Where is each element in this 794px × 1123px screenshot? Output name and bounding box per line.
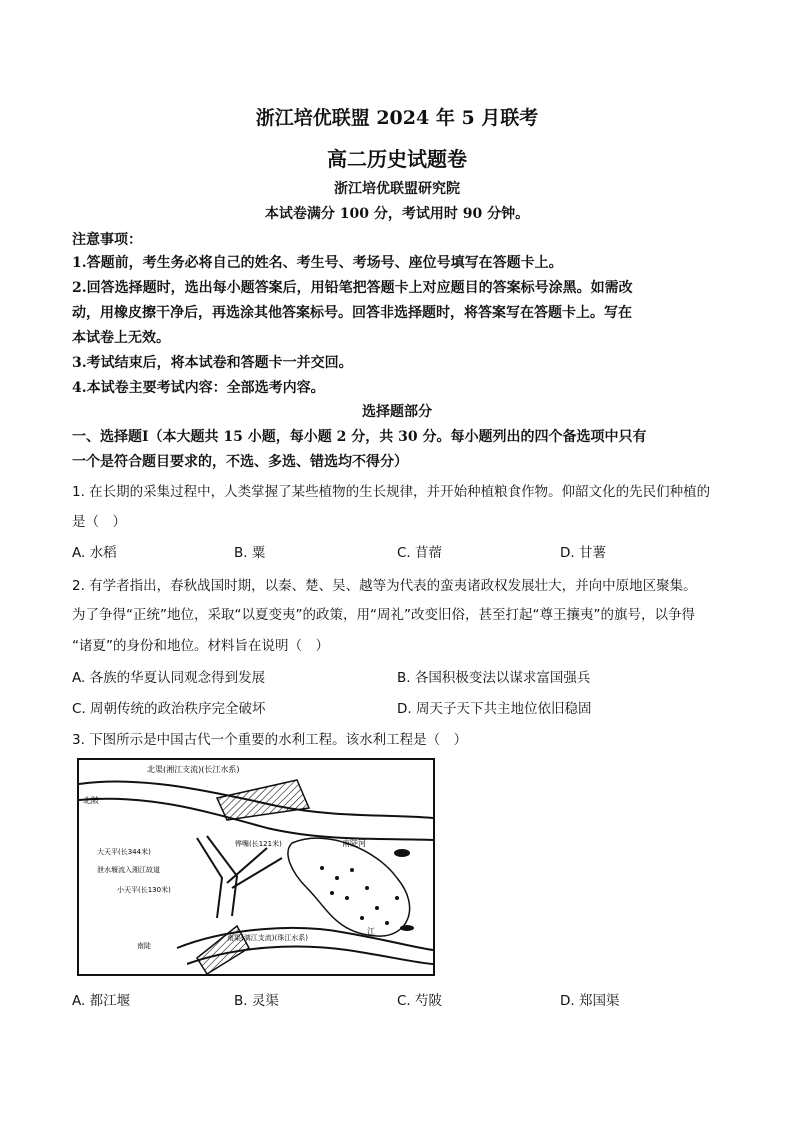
question-2-stem: 2. 有学者指出，春秋战国时期，以秦、楚、吴、越等为代表的蛮夷诸政权发展壮大，并向中原地区聚集。: [72, 578, 697, 594]
note-line: 4.本试卷主要考试内容：全部选考内容。: [72, 380, 325, 396]
question-1-stem: 1. 在长期的采集过程中，人类掌握了某些植物的生长规律，并开始种植粮食作物。仰韶文化的先民们种植的: [72, 484, 711, 500]
q2-option-d[interactable]: D. 周天子天下共主地位依旧稳固: [397, 701, 592, 717]
q3-option-a[interactable]: A. 都江堰: [72, 993, 131, 1009]
question-1-stem: 是（ ）: [72, 514, 126, 530]
q2-option-b[interactable]: B. 各国积极变法以谋求富国强兵: [397, 670, 591, 686]
map-label: 小天平(长130米): [117, 886, 171, 894]
map-label: 南陡: [137, 942, 151, 950]
q1-option-c[interactable]: C. 苜蓿: [397, 545, 443, 561]
q1-option-a[interactable]: A. 水稻: [72, 545, 117, 561]
exam-subtitle: 高二历史试题卷: [327, 147, 467, 171]
notes-heading: 注意事项：: [72, 232, 142, 248]
exam-info: 本试卷满分 100 分，考试用时 90 分钟。: [264, 206, 530, 222]
section-heading: 一个是符合题目要求的，不选、多选、错选均不得分）: [72, 454, 408, 470]
note-line: 本试卷上无效。: [72, 330, 170, 346]
question-2-stem: 为了争得“正统”地位，采取“以夏变夷”的政策，用“周礼”改变旧俗，甚至打起“尊王攘夷”的旗号，以争得: [72, 607, 695, 623]
question-3-stem: 3. 下图所示是中国古代一个重要的水利工程。该水利工程是（ ）: [72, 732, 468, 748]
institute-name: 浙江培优联盟研究院: [334, 181, 460, 197]
exam-title: 浙江培优联盟 2024 年 5 月联考: [255, 107, 539, 129]
section-title: 选择题部分: [362, 404, 432, 420]
q2-option-a[interactable]: A. 各族的华夏认同观念得到发展: [72, 670, 266, 686]
note-line: 2.回答选择题时，选出每小题答案后，用铅笔把答题卡上对应题目的答案标号涂黑。如需改: [72, 280, 633, 296]
note-line: 动，用橡皮擦干净后，再选涂其他答案标号。回答非选择题时，将答案写在答题卡上。写在: [72, 305, 632, 321]
map-label: 铧嘴(长121米): [235, 840, 282, 848]
q2-option-c[interactable]: C. 周朝传统的政治秩序完全破坏: [72, 701, 266, 717]
map-label: 南陡河: [342, 839, 366, 848]
note-line: 3.考试结束后，将本试卷和答题卡一并交回。: [72, 355, 353, 371]
q3-option-c[interactable]: C. 芍陂: [397, 993, 443, 1009]
map-label: 泄水堰流入湘江故道: [97, 866, 160, 874]
map-label: 江: [367, 927, 375, 936]
water-project-map: [77, 758, 435, 976]
q1-option-d[interactable]: D. 甘薯: [560, 545, 606, 561]
q3-option-d[interactable]: D. 郑国渠: [560, 993, 620, 1009]
question-2-stem: “诸夏”的身份和地位。材料旨在说明（ ）: [72, 638, 329, 654]
map-label: 大天平(长344米): [97, 848, 151, 856]
q3-option-b[interactable]: B. 灵渠: [234, 993, 279, 1009]
map-label: 南渠(漓江支流)(珠江水系): [227, 934, 308, 942]
note-line: 1.答题前，考生务必将自己的姓名、考生号、考场号、座位号填写在答题卡上。: [72, 255, 563, 271]
section-heading: 一、选择题Ⅰ（本大题共 15 小题，每小题 2 分，共 30 分。每小题列出的四个备选项中只有: [72, 429, 647, 445]
map-label: 北渠(湘江支流)(长江水系): [147, 765, 240, 774]
map-label: 北陂: [83, 796, 99, 805]
q1-option-b[interactable]: B. 粟: [234, 545, 266, 561]
